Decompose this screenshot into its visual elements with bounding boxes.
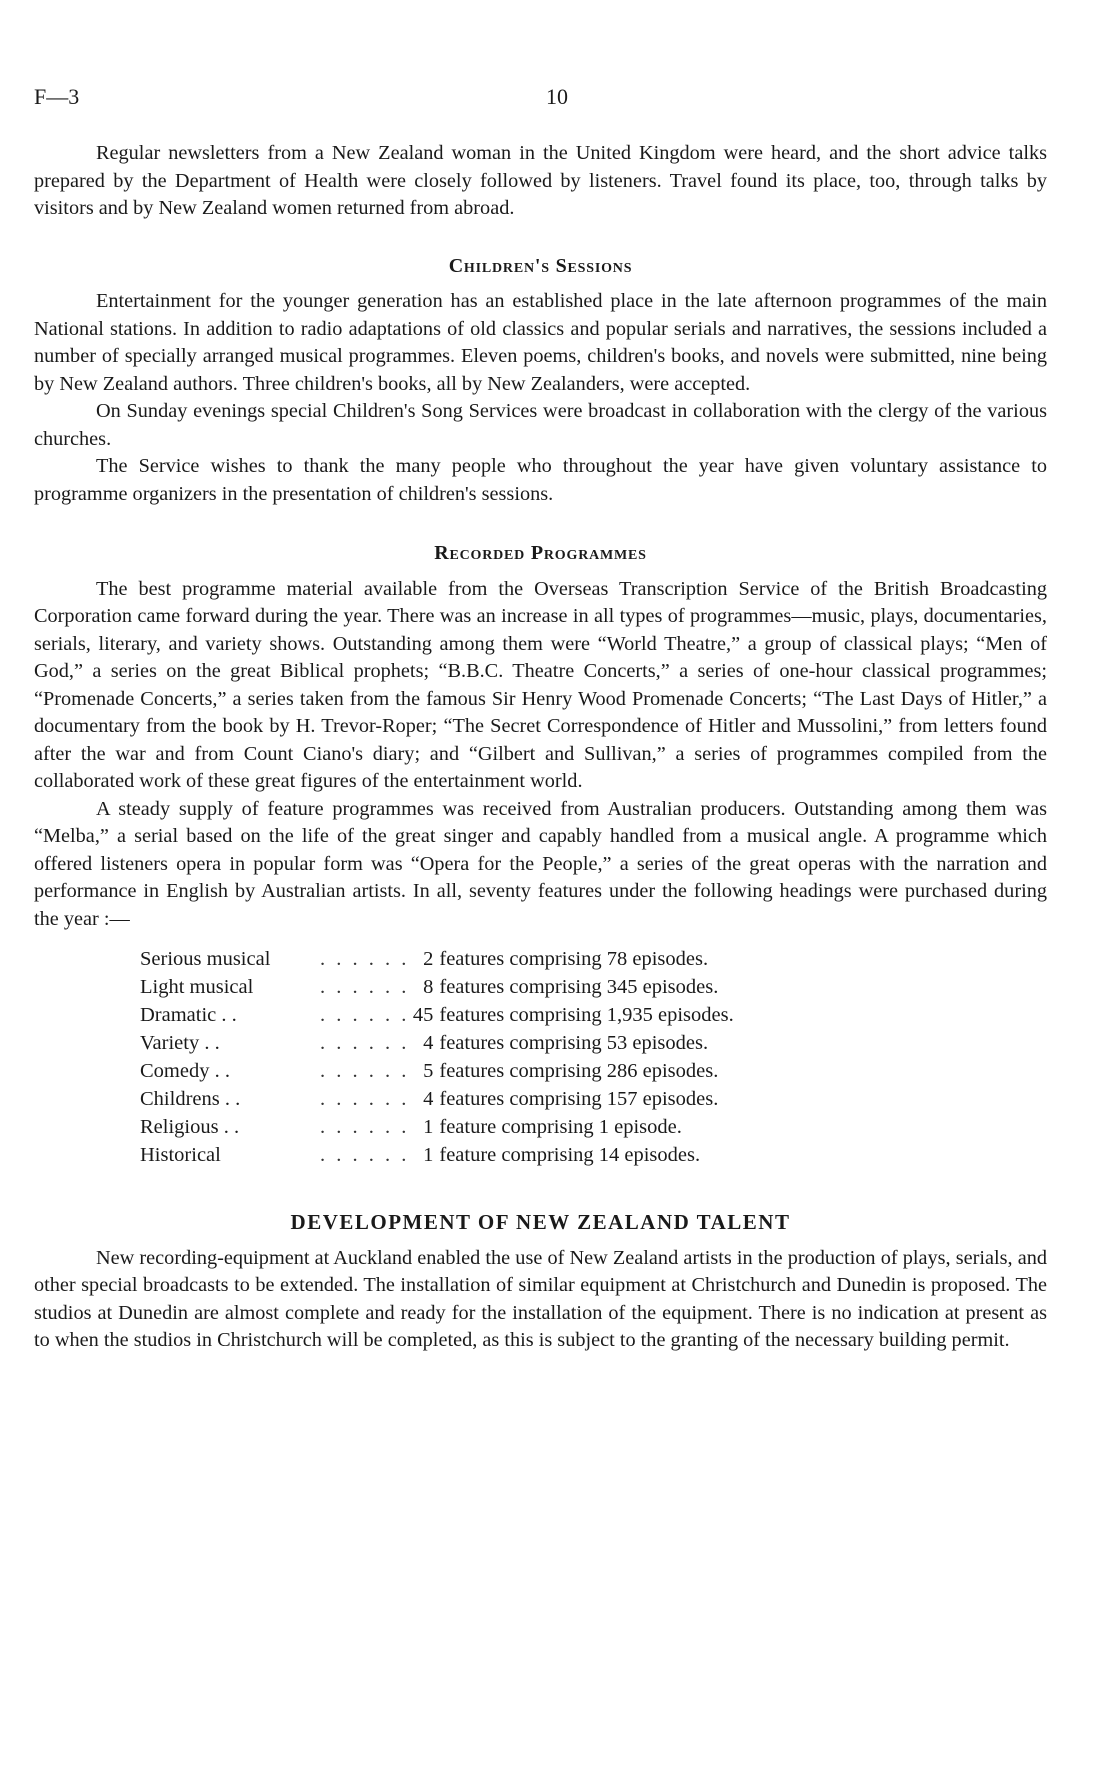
features-table: [140, 945, 734, 1169]
leader-dots: . . . . . .: [320, 1144, 410, 1166]
feature-category: Religious . .: [140, 1116, 240, 1138]
feature-count: 4: [423, 1088, 434, 1110]
development-heading: DEVELOPMENT OF NEW ZEALAND TALENT: [290, 1210, 791, 1234]
recorded-paragraph: A steady supply of feature programmes was received from Australian producers. Outstanding among them was “Melba,” a serial based on the life of the great singer and capably handled from a musical angle. A programme which offered listeners opera in popular form was “Opera for the People,” a series of the great operas with the narration and performance in English by Australian artists. In all, seventy features under the following headings were purchased during the year :—: [34, 797, 1047, 930]
feature-category: Light musical: [140, 976, 254, 998]
feature-count: 1: [423, 1116, 434, 1138]
childrens-paragraph: Entertainment for the younger generation has an established place in the late afternoon programmes of the main National stations. In addition to radio adaptations of old classics and popular serials and narratives, the sessions included a number of specially arranged musical programmes. Eleven poems, children's books, and novels were submitted, nine being by New Zealand authors. Three children's books, all by New Zealanders, were accepted.: [34, 290, 1047, 395]
leader-dots: . . . . . .: [320, 976, 410, 998]
feature-description: features comprising 157 episodes.: [439, 1088, 719, 1110]
leader-dots: . . . . . .: [320, 1032, 410, 1054]
childrens-sessions-heading: Children's Sessions: [448, 254, 633, 277]
table-row: [140, 1057, 734, 1085]
document-body: [34, 140, 1047, 1355]
feature-category: Dramatic . .: [140, 1004, 237, 1026]
feature-category: Historical: [140, 1144, 221, 1166]
development-paragraph: New recording-equipment at Auckland enabled the use of New Zealand artists in the production of plays, serials, and other special broadcasts to be extended. The installation of similar equipment at Christchurch and Dunedin is proposed. The studios at Dunedin are almost complete and ready for the installation of the equipment. There is no indication at present as to when the studios in Christchurch will be completed, as this is subject to the granting of the necessary building permit.: [34, 1246, 1047, 1351]
feature-description: features comprising 78 episodes.: [439, 948, 709, 970]
feature-description: feature comprising 1 episode.: [439, 1116, 682, 1138]
leader-dots: . . . . . .: [320, 948, 410, 970]
recorded-programmes-heading: Recorded Programmes: [434, 542, 647, 564]
table-row: [140, 1001, 734, 1029]
table-row: [140, 1141, 734, 1169]
feature-count: 5: [423, 1060, 434, 1082]
feature-category: Serious musical: [140, 948, 271, 970]
childrens-paragraph: On Sunday evenings special Children's Song Services were broadcast in collaboration with the clergy of the various churches.: [34, 400, 1047, 450]
leader-dots: . . . . . .: [320, 1060, 410, 1082]
table-row: [140, 1029, 734, 1057]
leader-dots: . . . . . .: [320, 1116, 410, 1138]
feature-count: 1: [423, 1144, 434, 1166]
feature-count: 45: [412, 1004, 434, 1026]
leader-dots: . . . . . .: [320, 1088, 410, 1110]
feature-description: features comprising 53 episodes.: [439, 1032, 709, 1054]
feature-category: Variety . .: [140, 1032, 220, 1054]
table-row: [140, 973, 734, 1001]
feature-description: features comprising 1,935 episodes.: [439, 1004, 734, 1026]
feature-category: Comedy . .: [140, 1060, 230, 1082]
page-number: 10: [546, 84, 568, 109]
page-reference: F—3: [34, 84, 80, 109]
feature-count: 8: [423, 976, 434, 998]
feature-description: features comprising 345 episodes.: [439, 976, 719, 998]
table-row: [140, 1113, 734, 1141]
intro-paragraph: Regular newsletters from a New Zealand woman in the United Kingdom were heard, and the short advice talks prepared by the Department of Health were closely followed by listeners. Travel found its place, too, through talks by visitors and by New Zealand women returned from abroad.: [34, 142, 1047, 219]
feature-description: feature comprising 14 episodes.: [439, 1144, 701, 1166]
table-row: [140, 945, 734, 973]
feature-count: 2: [423, 948, 434, 970]
leader-dots: . . . . . .: [320, 1004, 410, 1026]
table-row: [140, 1085, 734, 1113]
feature-category: Childrens . .: [140, 1088, 241, 1110]
page-header: [34, 84, 1080, 114]
recorded-paragraph: The best programme material available from the Overseas Transcription Service of the British Broadcasting Corporation came forward during the year. There was an increase in all types of programmes—music, plays, documentaries, serials, literary, and variety shows. Outstanding among them were “World Theatre,” a group of classical plays; “Men of God,” a series on the great Biblical prophets; “B.B.C. Theatre Concerts,” a series of one-hour classical programmes; “Promenade Concerts,” a series taken from the famous Sir Henry Wood Promenade Concerts; “The Last Days of Hitler,” a documentary from the book by H. Trevor-Roper; “The Secret Correspondence of Hitler and Mussolini,” from letters found after the war and from Count Ciano's diary; and “Gilbert and Sullivan,” a series of programmes compiled from the collaborated work of these great figures of the entertainment world.: [34, 577, 1047, 792]
feature-description: features comprising 286 episodes.: [439, 1060, 719, 1082]
feature-count: 4: [423, 1032, 434, 1054]
childrens-paragraph: The Service wishes to thank the many people who throughout the year have given voluntary assistance to programme organizers in the presentation of children's sessions.: [34, 455, 1047, 505]
